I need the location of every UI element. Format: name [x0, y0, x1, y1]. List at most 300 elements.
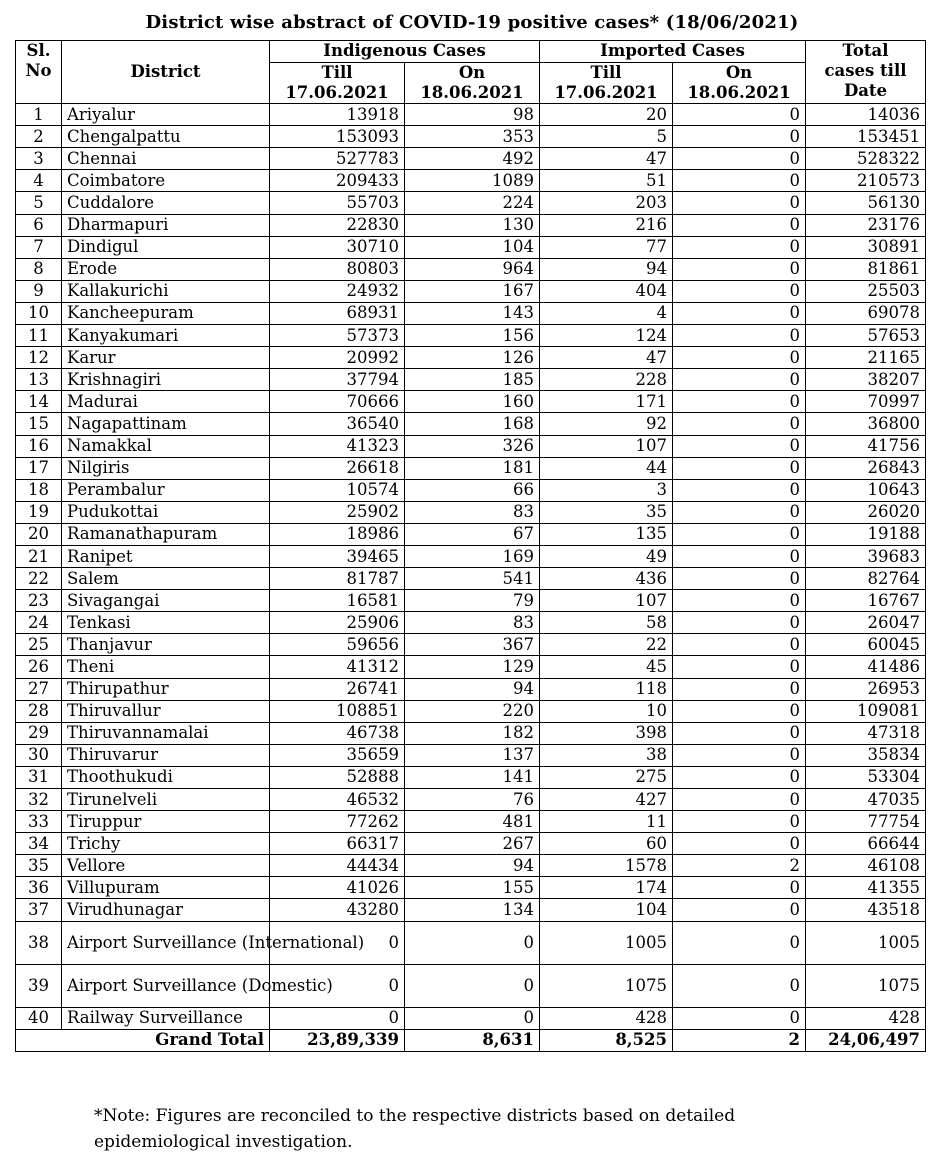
indigenous-on-cell: 155 — [405, 877, 540, 899]
sl-no-cell: 17 — [16, 457, 62, 479]
imported-till-cell: 38 — [540, 744, 673, 766]
table-row — [16, 148, 926, 170]
imported-till-cell: 104 — [540, 899, 673, 921]
district-cell: Ranipet — [62, 545, 270, 567]
imported-till-cell: 3 — [540, 479, 673, 501]
imported-on-cell: 0 — [673, 148, 806, 170]
table-row — [16, 545, 926, 567]
indigenous-till-cell: 52888 — [270, 766, 405, 788]
sl-no-cell: 19 — [16, 501, 62, 523]
indigenous-on-cell: 182 — [405, 722, 540, 744]
total-cell: 21165 — [806, 347, 926, 369]
footnote: *Note: Figures are reconciled to the respective districts based on detailed epidemiological investigation. — [94, 1106, 736, 1152]
indigenous-till-cell: 209433 — [270, 170, 405, 192]
district-cell: Madurai — [62, 391, 270, 413]
imported-on-cell: 0 — [673, 501, 806, 523]
indigenous-till-cell: 57373 — [270, 325, 405, 347]
imported-till-cell: 11 — [540, 811, 673, 833]
table-row — [16, 656, 926, 678]
imported-on-cell: 0 — [673, 899, 806, 921]
sl-no-cell: 36 — [16, 877, 62, 899]
indigenous-till-cell: 70666 — [270, 391, 405, 413]
imported-till-cell: 58 — [540, 612, 673, 634]
imported-on-cell: 0 — [673, 457, 806, 479]
indigenous-till-cell: 46532 — [270, 789, 405, 811]
imported-on-cell: 0 — [673, 545, 806, 567]
imported-till-cell: 47 — [540, 347, 673, 369]
district-cell: Vellore — [62, 855, 270, 877]
grand-total-total: 24,06,497 — [806, 1029, 926, 1051]
sl-no-cell: 18 — [16, 479, 62, 501]
total-cell: 36800 — [806, 413, 926, 435]
indigenous-on-cell: 76 — [405, 789, 540, 811]
indigenous-till-cell: 59656 — [270, 634, 405, 656]
total-cell: 69078 — [806, 302, 926, 324]
imported-till-cell: 428 — [540, 1007, 673, 1029]
table-body — [16, 104, 926, 1030]
table-row — [16, 766, 926, 788]
imported-till-cell: 4 — [540, 302, 673, 324]
indigenous-on-cell: 224 — [405, 192, 540, 214]
indigenous-till-cell: 22830 — [270, 214, 405, 236]
table-row — [16, 789, 926, 811]
table-row — [16, 590, 926, 612]
imported-on-cell: 0 — [673, 170, 806, 192]
district-cell: Tenkasi — [62, 612, 270, 634]
imported-till-cell: 107 — [540, 435, 673, 457]
imported-on-cell: 0 — [673, 634, 806, 656]
imported-on-cell: 2 — [673, 855, 806, 877]
indigenous-on-cell: 481 — [405, 811, 540, 833]
total-cell: 109081 — [806, 700, 926, 722]
indigenous-till-cell: 25906 — [270, 612, 405, 634]
grand-total-ind-on: 8,631 — [405, 1029, 540, 1051]
indigenous-till-cell: 44434 — [270, 855, 405, 877]
indigenous-on-cell: 156 — [405, 325, 540, 347]
indigenous-on-cell: 83 — [405, 501, 540, 523]
indigenous-on-cell: 367 — [405, 634, 540, 656]
indigenous-till-cell: 81787 — [270, 568, 405, 590]
table-row — [16, 568, 926, 590]
covid-cases-table — [15, 40, 926, 1052]
table-row — [16, 811, 926, 833]
imported-till-cell: 436 — [540, 568, 673, 590]
table-row — [16, 126, 926, 148]
district-cell: Kanyakumari — [62, 325, 270, 347]
total-cell: 14036 — [806, 104, 926, 126]
total-cell: 30891 — [806, 236, 926, 258]
sl-no-cell: 21 — [16, 545, 62, 567]
sl-no-cell: 12 — [16, 347, 62, 369]
indigenous-on-cell: 168 — [405, 413, 540, 435]
district-cell: Thiruvallur — [62, 700, 270, 722]
district-cell: Ramanathapuram — [62, 523, 270, 545]
total-cell: 70997 — [806, 391, 926, 413]
indigenous-on-cell: 98 — [405, 104, 540, 126]
table-row — [16, 258, 926, 280]
indigenous-till-cell: 41323 — [270, 435, 405, 457]
sl-no-cell: 14 — [16, 391, 62, 413]
imported-till-cell: 118 — [540, 678, 673, 700]
indigenous-till-cell: 30710 — [270, 236, 405, 258]
imported-till-cell: 77 — [540, 236, 673, 258]
total-cell: 41756 — [806, 435, 926, 457]
indigenous-on-cell: 492 — [405, 148, 540, 170]
indigenous-till-cell: 26618 — [270, 457, 405, 479]
imported-on-cell: 0 — [673, 833, 806, 855]
sl-no-cell: 34 — [16, 833, 62, 855]
indigenous-till-cell: 0 — [270, 921, 405, 964]
sl-no-cell: 38 — [16, 921, 62, 964]
sl-no-cell: 29 — [16, 722, 62, 744]
table-row — [16, 413, 926, 435]
table-row — [16, 104, 926, 126]
district-cell: Thirupathur — [62, 678, 270, 700]
indigenous-on-cell: 79 — [405, 590, 540, 612]
sl-no-cell: 20 — [16, 523, 62, 545]
district-cell: Thanjavur — [62, 634, 270, 656]
district-cell: Virudhunagar — [62, 899, 270, 921]
indigenous-till-cell: 527783 — [270, 148, 405, 170]
indigenous-on-cell: 137 — [405, 744, 540, 766]
indigenous-till-cell: 13918 — [270, 104, 405, 126]
sl-no-cell: 39 — [16, 964, 62, 1007]
imported-till-cell: 51 — [540, 170, 673, 192]
indigenous-till-cell: 20992 — [270, 347, 405, 369]
table-row — [16, 899, 926, 921]
indigenous-on-cell: 130 — [405, 214, 540, 236]
table-row — [16, 369, 926, 391]
header-imported-till: Till 17.06.2021 — [540, 63, 673, 104]
district-cell: Kancheepuram — [62, 302, 270, 324]
indigenous-on-cell: 143 — [405, 302, 540, 324]
district-cell: Sivagangai — [62, 590, 270, 612]
indigenous-till-cell: 68931 — [270, 302, 405, 324]
imported-on-cell: 0 — [673, 877, 806, 899]
indigenous-till-cell: 25902 — [270, 501, 405, 523]
sl-no-cell: 32 — [16, 789, 62, 811]
imported-till-cell: 5 — [540, 126, 673, 148]
indigenous-till-cell: 36540 — [270, 413, 405, 435]
sl-no-cell: 9 — [16, 280, 62, 302]
district-cell: Ariyalur — [62, 104, 270, 126]
table-row — [16, 280, 926, 302]
sl-no-cell: 33 — [16, 811, 62, 833]
indigenous-till-cell: 66317 — [270, 833, 405, 855]
indigenous-till-cell: 26741 — [270, 678, 405, 700]
table-row — [16, 678, 926, 700]
imported-on-cell: 0 — [673, 789, 806, 811]
indigenous-till-cell: 39465 — [270, 545, 405, 567]
district-cell: Railway Surveillance — [62, 1007, 270, 1029]
imported-till-cell: 398 — [540, 722, 673, 744]
district-cell: Salem — [62, 568, 270, 590]
imported-till-cell: 10 — [540, 700, 673, 722]
indigenous-on-cell: 169 — [405, 545, 540, 567]
indigenous-on-cell: 83 — [405, 612, 540, 634]
total-cell: 57653 — [806, 325, 926, 347]
indigenous-on-cell: 353 — [405, 126, 540, 148]
header-imported: Imported Cases — [540, 41, 806, 63]
indigenous-on-cell: 0 — [405, 964, 540, 1007]
imported-on-cell: 0 — [673, 722, 806, 744]
table-row — [16, 479, 926, 501]
indigenous-till-cell: 35659 — [270, 744, 405, 766]
indigenous-till-cell: 37794 — [270, 369, 405, 391]
total-cell: 10643 — [806, 479, 926, 501]
imported-on-cell: 0 — [673, 678, 806, 700]
table-row — [16, 347, 926, 369]
sl-no-cell: 3 — [16, 148, 62, 170]
imported-on-cell: 0 — [673, 479, 806, 501]
sl-no-cell: 15 — [16, 413, 62, 435]
indigenous-till-cell: 18986 — [270, 523, 405, 545]
district-cell: Airport Surveillance (International) — [62, 921, 270, 964]
total-cell: 23176 — [806, 214, 926, 236]
sl-no-cell: 24 — [16, 612, 62, 634]
indigenous-till-cell: 41312 — [270, 656, 405, 678]
sl-no-cell: 27 — [16, 678, 62, 700]
total-cell: 47035 — [806, 789, 926, 811]
district-cell: Airport Surveillance (Domestic) — [62, 964, 270, 1007]
table-row — [16, 457, 926, 479]
indigenous-till-cell: 41026 — [270, 877, 405, 899]
total-cell: 210573 — [806, 170, 926, 192]
header-indigenous-till: Till 17.06.2021 — [270, 63, 405, 104]
table-row — [16, 302, 926, 324]
indigenous-on-cell: 220 — [405, 700, 540, 722]
total-cell: 60045 — [806, 634, 926, 656]
total-cell: 81861 — [806, 258, 926, 280]
total-cell: 1075 — [806, 964, 926, 1007]
imported-on-cell: 0 — [673, 811, 806, 833]
total-cell: 1005 — [806, 921, 926, 964]
header-total: Total cases till Date — [806, 41, 926, 104]
imported-on-cell: 0 — [673, 302, 806, 324]
imported-till-cell: 1005 — [540, 921, 673, 964]
imported-till-cell: 1075 — [540, 964, 673, 1007]
total-cell: 19188 — [806, 523, 926, 545]
district-cell: Dindigul — [62, 236, 270, 258]
imported-on-cell: 0 — [673, 964, 806, 1007]
indigenous-on-cell: 0 — [405, 1007, 540, 1029]
imported-on-cell: 0 — [673, 766, 806, 788]
table-row — [16, 744, 926, 766]
page-title: District wise abstract of COVID-19 positive cases* (18/06/2021) — [145, 12, 799, 33]
imported-till-cell: 94 — [540, 258, 673, 280]
indigenous-on-cell: 126 — [405, 347, 540, 369]
indigenous-till-cell: 153093 — [270, 126, 405, 148]
sl-no-cell: 28 — [16, 700, 62, 722]
total-cell: 26843 — [806, 457, 926, 479]
sl-no-cell: 11 — [16, 325, 62, 347]
indigenous-till-cell: 43280 — [270, 899, 405, 921]
table-row — [16, 634, 926, 656]
imported-till-cell: 60 — [540, 833, 673, 855]
grand-total-imp-on: 2 — [673, 1029, 806, 1051]
district-cell: Nagapattinam — [62, 413, 270, 435]
district-cell: Thoothukudi — [62, 766, 270, 788]
sl-no-cell: 30 — [16, 744, 62, 766]
district-cell: Tirunelveli — [62, 789, 270, 811]
table-row — [16, 612, 926, 634]
district-cell: Krishnagiri — [62, 369, 270, 391]
total-cell: 26020 — [806, 501, 926, 523]
indigenous-on-cell: 94 — [405, 678, 540, 700]
total-cell: 25503 — [806, 280, 926, 302]
imported-till-cell: 107 — [540, 590, 673, 612]
total-cell: 77754 — [806, 811, 926, 833]
sl-no-cell: 5 — [16, 192, 62, 214]
indigenous-on-cell: 541 — [405, 568, 540, 590]
table-row — [16, 523, 926, 545]
imported-on-cell: 0 — [673, 921, 806, 964]
grand-total-ind-till: 23,89,339 — [270, 1029, 405, 1051]
table-row — [16, 964, 926, 1007]
header-imported-on: On 18.06.2021 — [673, 63, 806, 104]
district-cell: Cuddalore — [62, 192, 270, 214]
table-row — [16, 170, 926, 192]
imported-till-cell: 275 — [540, 766, 673, 788]
imported-till-cell: 174 — [540, 877, 673, 899]
district-cell: Chennai — [62, 148, 270, 170]
total-cell: 41486 — [806, 656, 926, 678]
district-cell: Pudukottai — [62, 501, 270, 523]
indigenous-on-cell: 964 — [405, 258, 540, 280]
imported-on-cell: 0 — [673, 612, 806, 634]
imported-till-cell: 427 — [540, 789, 673, 811]
table-row — [16, 192, 926, 214]
indigenous-till-cell: 16581 — [270, 590, 405, 612]
table-row — [16, 236, 926, 258]
district-cell: Kallakurichi — [62, 280, 270, 302]
imported-till-cell: 404 — [540, 280, 673, 302]
imported-till-cell: 216 — [540, 214, 673, 236]
table-row — [16, 391, 926, 413]
table-row — [16, 722, 926, 744]
sl-no-cell: 40 — [16, 1007, 62, 1029]
table-row — [16, 833, 926, 855]
imported-on-cell: 0 — [673, 325, 806, 347]
total-cell: 153451 — [806, 126, 926, 148]
sl-no-cell: 35 — [16, 855, 62, 877]
total-cell: 53304 — [806, 766, 926, 788]
district-cell: Thiruvannamalai — [62, 722, 270, 744]
imported-till-cell: 35 — [540, 501, 673, 523]
district-cell: Chengalpattu — [62, 126, 270, 148]
district-cell: Thiruvarur — [62, 744, 270, 766]
imported-on-cell: 0 — [673, 700, 806, 722]
imported-on-cell: 0 — [673, 236, 806, 258]
total-cell: 528322 — [806, 148, 926, 170]
sl-no-cell: 31 — [16, 766, 62, 788]
total-cell: 39683 — [806, 545, 926, 567]
imported-on-cell: 0 — [673, 391, 806, 413]
table-row — [16, 700, 926, 722]
indigenous-on-cell: 94 — [405, 855, 540, 877]
imported-on-cell: 0 — [673, 435, 806, 457]
sl-no-cell: 22 — [16, 568, 62, 590]
imported-till-cell: 92 — [540, 413, 673, 435]
total-cell: 43518 — [806, 899, 926, 921]
indigenous-on-cell: 129 — [405, 656, 540, 678]
header-indigenous-on: On 18.06.2021 — [405, 63, 540, 104]
sl-no-cell: 1 — [16, 104, 62, 126]
indigenous-on-cell: 181 — [405, 457, 540, 479]
indigenous-till-cell: 10574 — [270, 479, 405, 501]
imported-till-cell: 45 — [540, 656, 673, 678]
total-cell: 46108 — [806, 855, 926, 877]
district-cell: Villupuram — [62, 877, 270, 899]
imported-till-cell: 171 — [540, 391, 673, 413]
indigenous-till-cell: 0 — [270, 1007, 405, 1029]
grand-total-imp-till: 8,525 — [540, 1029, 673, 1051]
sl-no-cell: 4 — [16, 170, 62, 192]
table-row — [16, 501, 926, 523]
total-cell: 56130 — [806, 192, 926, 214]
imported-on-cell: 0 — [673, 523, 806, 545]
table-row — [16, 1007, 926, 1029]
indigenous-till-cell: 46738 — [270, 722, 405, 744]
indigenous-on-cell: 267 — [405, 833, 540, 855]
district-cell: Tiruppur — [62, 811, 270, 833]
total-cell: 35834 — [806, 744, 926, 766]
total-cell: 38207 — [806, 369, 926, 391]
indigenous-on-cell: 134 — [405, 899, 540, 921]
sl-no-cell: 23 — [16, 590, 62, 612]
table-row — [16, 855, 926, 877]
imported-on-cell: 0 — [673, 192, 806, 214]
imported-till-cell: 228 — [540, 369, 673, 391]
total-cell: 26047 — [806, 612, 926, 634]
district-cell: Dharmapuri — [62, 214, 270, 236]
sl-no-cell: 8 — [16, 258, 62, 280]
indigenous-till-cell: 108851 — [270, 700, 405, 722]
indigenous-on-cell: 66 — [405, 479, 540, 501]
imported-on-cell: 0 — [673, 214, 806, 236]
indigenous-on-cell: 104 — [405, 236, 540, 258]
imported-on-cell: 0 — [673, 369, 806, 391]
imported-till-cell: 124 — [540, 325, 673, 347]
imported-till-cell: 49 — [540, 545, 673, 567]
table-row — [16, 921, 926, 964]
total-cell: 41355 — [806, 877, 926, 899]
imported-till-cell: 203 — [540, 192, 673, 214]
header-sl-no: Sl. No — [16, 41, 62, 104]
indigenous-on-cell: 1089 — [405, 170, 540, 192]
total-cell: 82764 — [806, 568, 926, 590]
sl-no-cell: 16 — [16, 435, 62, 457]
imported-on-cell: 0 — [673, 744, 806, 766]
grand-total-label: Grand Total — [16, 1029, 270, 1051]
imported-on-cell: 0 — [673, 104, 806, 126]
indigenous-till-cell: 77262 — [270, 811, 405, 833]
indigenous-on-cell: 167 — [405, 280, 540, 302]
district-cell: Perambalur — [62, 479, 270, 501]
sl-no-cell: 2 — [16, 126, 62, 148]
indigenous-on-cell: 326 — [405, 435, 540, 457]
imported-till-cell: 135 — [540, 523, 673, 545]
district-cell: Trichy — [62, 833, 270, 855]
sl-no-cell: 10 — [16, 302, 62, 324]
imported-on-cell: 0 — [673, 590, 806, 612]
district-cell: Theni — [62, 656, 270, 678]
sl-no-cell: 37 — [16, 899, 62, 921]
imported-on-cell: 0 — [673, 280, 806, 302]
total-cell: 26953 — [806, 678, 926, 700]
imported-till-cell: 20 — [540, 104, 673, 126]
imported-on-cell: 0 — [673, 126, 806, 148]
